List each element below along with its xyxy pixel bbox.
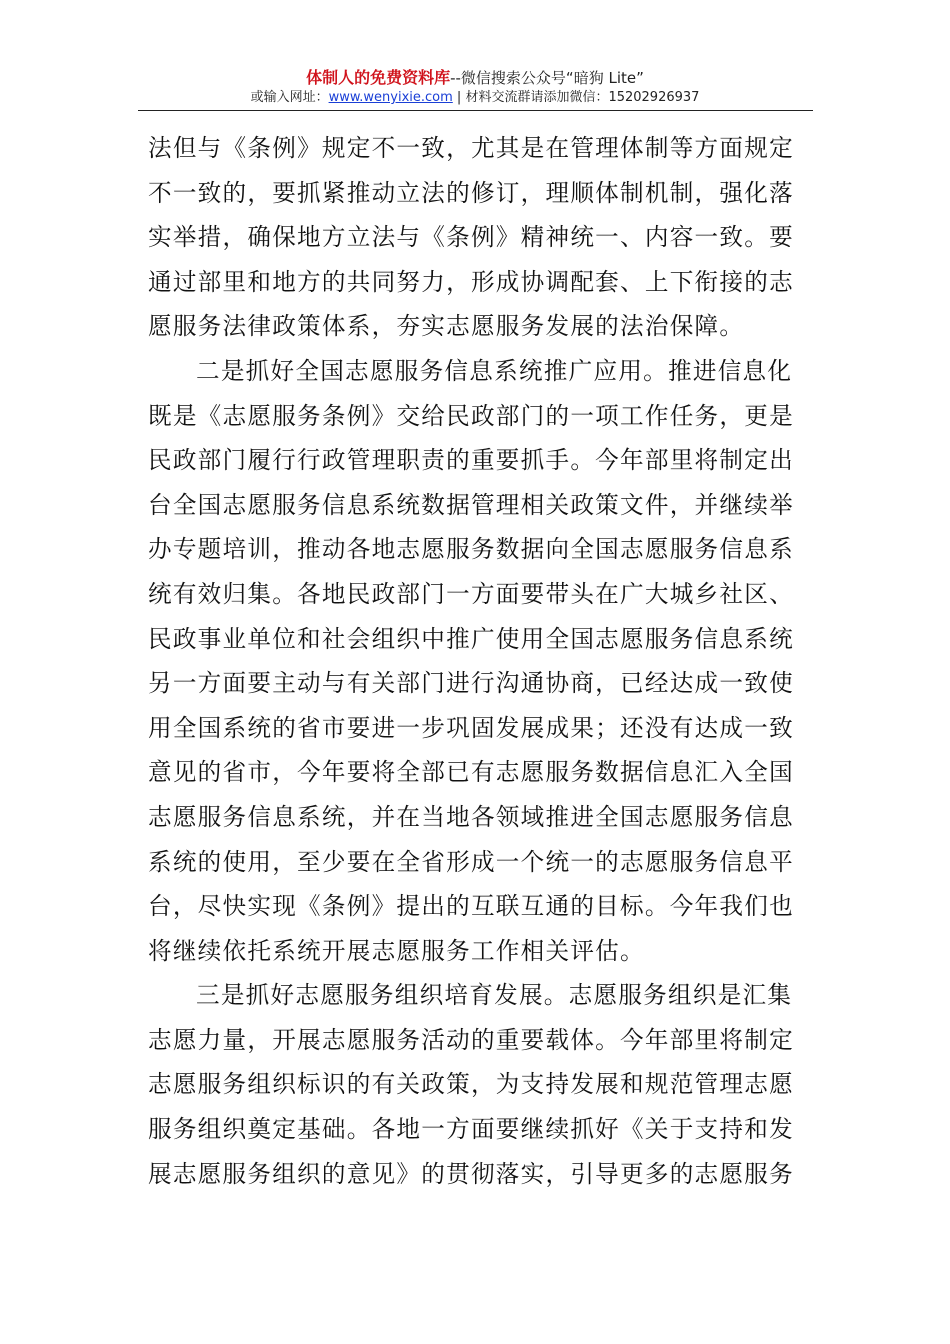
body-line: 志愿力量，开展志愿服务活动的重要载体。今年部里将制定 [148,1025,794,1054]
body-line: 统有效归集。各地民政部门一方面要带头在广大城乡社区、 [148,579,794,608]
body-line: 通过部里和地方的共同努力，形成协调配套、上下衔接的志 [148,267,794,296]
body-line: 台，尽快实现《条例》提出的互联互通的目标。今年我们也 [148,892,794,921]
body-line: 台全国志愿服务信息系统数据管理相关政策文件，并继续举 [148,490,794,519]
body-line: 服务组织奠定基础。各地一方面要继续抓好《关于支持和发 [148,1115,794,1144]
body-line: 另一方面要主动与有关部门进行沟通协商，已经达成一致使 [148,669,794,698]
paragraph-start-line: 三是抓好志愿服务组织培育发展。志愿服务组织是汇集 [196,981,793,1010]
header-divider [138,110,813,111]
body-line: 实举措，确保地方立法与《条例》精神统一、内容一致。要 [148,223,794,252]
paragraph-start-line: 二是抓好全国志愿服务信息系统推广应用。推进信息化 [196,356,793,385]
body-line: 法但与《条例》规定不一致，尤其是在管理体制等方面规定 [148,134,794,162]
body-line: 志愿服务信息系统，并在当地各领域推进全国志愿服务信息 [148,802,794,831]
body-line: 办专题培训，推动各地志愿服务数据向全国志愿服务信息系 [148,535,794,564]
contact-info: | 材料交流群请添加微信：15202926937 [452,90,700,105]
page-header [0,68,950,108]
document-body [148,126,810,1196]
body-line: 将继续依托系统开展志愿服务工作相关评估。 [148,936,645,965]
header-subtitle: --微信搜索公众号“暗狗 Lite” [450,69,644,87]
url-prefix: 或输入网址： [250,90,329,105]
body-line: 意见的省市，今年要将全部已有志愿服务数据信息汇入全国 [148,758,794,787]
body-line: 既是《志愿服务条例》交给民政部门的一项工作任务，更是 [148,401,794,430]
body-line: 展志愿服务组织的意见》的贯彻落实，引导更多的志愿服务 [148,1159,794,1188]
header-line-2 [0,88,950,108]
header-title: 体制人的免费资料库 [306,68,451,87]
header-line-1 [0,68,950,88]
body-line: 民政部门履行行政管理职责的重要抓手。今年部里将制定出 [148,446,794,475]
website-link[interactable]: www.wenyixie.com [328,90,453,105]
body-line: 用全国系统的省市要进一步巩固发展成果；还没有达成一致 [148,713,794,742]
body-line: 志愿服务组织标识的有关政策，为支持发展和规范管理志愿 [148,1070,794,1099]
body-line: 系统的使用，至少要在全省形成一个统一的志愿服务信息平 [148,847,794,876]
body-line: 愿服务法律政策体系，夯实志愿服务发展的法治保障。 [148,312,745,341]
body-line: 不一致的，要抓紧推动立法的修订，理顺体制机制，强化落 [148,178,794,207]
body-line: 民政事业单位和社会组织中推广使用全国志愿服务信息系统 [148,624,794,653]
